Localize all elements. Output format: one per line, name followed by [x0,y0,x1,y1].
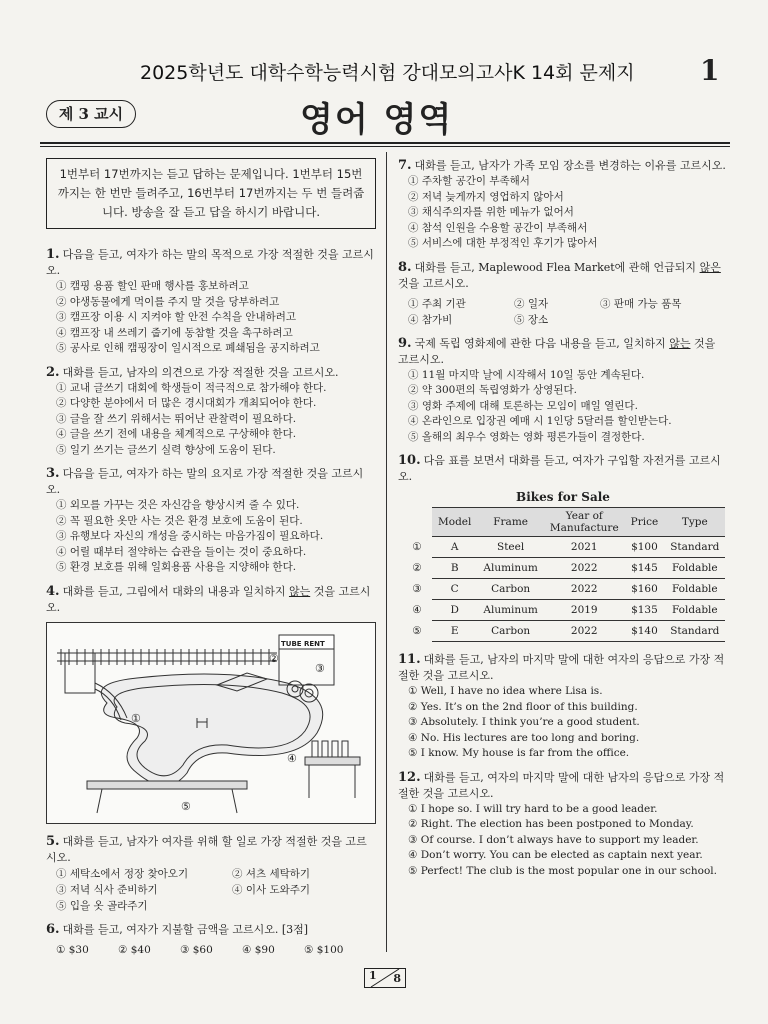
option: ① 11월 마지막 날에 시작해서 10일 동안 계속된다. [408,368,645,381]
option: ② Right. The election has been postponed to Monday. [408,818,694,830]
cell-frame: Aluminum [477,600,544,621]
table-row [402,579,725,600]
question-number: 6. [46,921,60,937]
option: ① Well, I have no idea where Lisa is. [408,685,603,697]
option: ④ 이사 도와주기 [232,883,311,896]
option: ④ 어릴 때부터 절약하는 습관을 들이는 것이 중요하다. [56,545,307,558]
pool-illustration [46,622,376,824]
header-rule [40,142,730,144]
option: ③ 캠프장 이용 시 지켜야 할 안전 수칙을 안내하려고 [56,311,297,323]
column-header: Model [432,508,477,537]
option: ① $30 [56,943,89,956]
table-row [402,558,725,579]
cell-year: 2022 [544,558,625,579]
mark-1: ① [131,711,141,725]
option: ③ 글을 잘 쓰기 위해서는 뛰어난 관찰력이 필요하다. [56,412,297,425]
option: ① 주차할 공간이 부족해서 [408,175,530,187]
question-number: 3. [46,466,60,481]
cell-model: D [432,600,477,621]
option: ③ 유행보다 자신의 개성을 중시하는 마음가짐이 필요하다. [56,530,324,542]
cell-idx: ③ [412,583,422,595]
option: ③ 채식주의자를 위한 메뉴가 없어서 [408,206,574,218]
option: ③ 영화 주제에 대해 토론하는 모임이 매일 열린다. [408,399,638,412]
right-column [398,158,728,887]
option: ④ No. His lectures are too long and boring. [408,731,640,744]
cell-price: $140 [625,621,665,642]
option: ④ 참가비 [408,313,453,326]
option: ② Yes. It’s on the 2nd floor of this building. [408,700,638,713]
question-9: 9. 국제 독립 영화제에 관한 다음 내용을 듣고, 일치하지 않는 것을 고르시오. ① 11월 마지막 날에 시작해서 10일 동안 계속된다. ② 약 300편의 독립영화가 상영된다. ③ 영화 주제에 대해 토론하는 모임이 매일 열린다. ④ 온라인으로 입장권 예매 시 1인당 5달러를 할인받는다. ⑤ 올해의 최우수 영화는 영화 평론가들이 결정한다. [398,336,728,446]
option: ④ 참석 인원을 수용할 공간이 부족해서 [408,221,588,234]
question-number: 11. [398,652,421,667]
cell-year: 2019 [544,600,625,621]
option: ① 세탁소에서 정장 찾아오기 [56,867,189,880]
option: ⑤ 환경 보호를 위해 일회용품 사용을 지양해야 한다. [56,561,297,573]
question-number: 12. [398,769,421,785]
option: ⑤ $100 [304,943,344,956]
cell-frame: Carbon [477,621,544,642]
question-stem: 대화를 듣고, 남자의 의견으로 가장 적절한 것을 고르시오. [62,365,339,379]
page-indicator [364,968,406,988]
option: ② $40 [118,943,151,956]
option: ① 외모를 가꾸는 것은 자신감을 향상시켜 줄 수 있다. [56,499,300,511]
option: ⑤ 입을 옷 골라주기 [56,899,148,912]
cell-type: Foldable [664,600,725,621]
page-number: 1 [700,54,720,87]
option: ② 약 300편의 독립영화가 상영된다. [408,384,577,396]
bikes-table [402,507,725,642]
option: ③ $60 [180,943,213,956]
option: ⑤ 일기 쓰기는 글쓰기 실력 향상에 도움이 된다. [56,443,276,456]
mark-5: ⑤ [181,799,191,813]
cell-frame: Carbon [477,579,544,600]
option: ④ Don’t worry. You can be elected as captain next year. [408,849,703,861]
cell-year: 2022 [544,579,625,600]
cell-type: Foldable [664,558,725,579]
question-8: 8. 대화를 듣고, Maplewood Flea Market에 관해 언급되지 않은 것을 고르시오. ① 주최 기관 ② 일자 ③ 판매 가능 품목 ④ 참가비 ⑤ 장소 [398,259,721,326]
option: ⑤ 올해의 최우수 영화는 영화 평론가들이 결정한다. [408,430,645,443]
option: ④ 글을 쓰기 전에 내용을 체계적으로 구상해야 한다. [56,428,297,440]
total-pages: 8 [393,972,401,985]
option: ④ 캠프장 내 쓰레기 줍기에 동참할 것을 촉구하려고 [56,326,293,339]
cell-model: C [432,579,477,600]
question-number: 7. [398,158,412,173]
cell-type: Foldable [664,579,725,600]
question-number: 9. [398,335,412,351]
question-number: 5. [46,833,60,849]
column-divider [386,152,387,952]
question-5: 5. 대화를 듣고, 남자가 여자를 위해 할 일로 가장 적절한 것을 고르시오. ① 세탁소에서 정장 찾아오기 ② 셔츠 세탁하기 ③ 저녁 식사 준비하기 ④ 이사 도와주기 ⑤ 입을 옷 골라주기 [46,833,367,912]
option: ① 교내 글쓰기 대회에 학생들이 적극적으로 참가해야 한다. [56,381,327,394]
option: ② 야생동물에게 먹이를 주지 말 것을 당부하려고 [56,295,280,308]
option: ④ $90 [242,943,275,956]
cell-idx: ⑤ [412,625,422,637]
mark-4: ④ [287,751,297,765]
header-rule-thin [40,146,730,147]
option: ⑤ 서비스에 대한 부정적인 후기가 많아서 [408,237,598,249]
question-stem: 다음을 듣고, 여자가 하는 말의 목적으로 가장 적절한 것을 고르시오. [46,248,374,277]
option: ② 저녁 늦게까지 영업하지 않아서 [408,190,564,203]
question-number: 4. [46,583,60,599]
question-1 [46,247,376,357]
question-7: 7. 대화를 듣고, 남자가 가족 모임 장소를 변경하는 이유를 고르시오. ① 주차할 공간이 부족해서 ② 저녁 늦게까지 영업하지 않아서 ③ 채식주의자를 위한 메뉴가 없어서 ④ 참석 인원을 수용할 공간이 부족해서 ⑤ 서비스에 대한 부정적인 후기가 많아서 [398,158,728,252]
table-row [402,537,725,558]
option: ④ 온라인으로 입장권 예매 시 1인당 5달러를 할인받는다. [408,415,672,427]
table-row [402,600,725,621]
column-header: Frame [477,508,544,537]
option: ③ Of course. I don’t always have to support my leader. [408,833,699,846]
cell-type: Standard [664,537,725,558]
exam-title: 2025학년도 대학수학능력시험 강대모의고사K 14회 문제지 [140,62,635,84]
cell-price: $100 [625,537,665,558]
mark-2: ② [269,651,279,665]
table-title: Bikes for Sale [516,490,610,504]
option: ① 주최 기관 [408,297,466,310]
pool-drawing [47,623,375,823]
question-4: 4. 대화를 듣고, 그림에서 대화의 내용과 일치하지 않는 것을 고르시오. TUBE RENT ① ② ③ ④ ⑤ [46,584,376,824]
left-column [46,158,376,966]
column-header: Type [664,508,725,537]
option: ⑤ Perfect! The club is the most popular one in our school. [408,864,717,877]
column-header: Year of Manufacture [544,508,625,537]
cell-idx: ① [412,541,422,553]
cell-model: A [432,537,477,558]
option: ⑤ 공사로 인해 캠핑장이 일시적으로 폐쇄됨을 공지하려고 [56,342,320,354]
option: ① 캠핑 용품 할인 판매 행사를 홍보하려고 [56,280,249,292]
page-header [0,52,768,92]
question-3 [46,466,376,576]
cell-price: $160 [625,579,665,600]
cell-model: B [432,558,477,579]
question-number: 2. [46,364,60,380]
cell-frame: Aluminum [477,558,544,579]
current-page: 1 [369,969,377,982]
question-11: 11. 대화를 듣고, 남자의 마지막 말에 대한 여자의 응답으로 가장 적절한 것을 고르시오. ① Well, I have no idea where Lisa is. ② Yes. It’s on the 2nd floor of this building. ③ Absolutely. I think you’re a good student. ④ No. His lectures are too long and boring. ⑤ I know. My house is far from the office. [398,652,728,762]
cell-idx: ② [412,562,422,574]
question-6: 6. 대화를 듣고, 여자가 지불할 금액을 고르시오. [3점] ① $30 ② $40 ③ $60 ④ $90 ⑤ $100 [46,921,344,956]
option: ② 셔츠 세탁하기 [232,867,311,880]
cell-price: $145 [625,558,665,579]
cell-idx: ④ [412,604,422,616]
question-12: 12. 대화를 듣고, 여자의 마지막 말에 대한 남자의 응답으로 가장 적절한 것을 고르시오. ① I hope so. I will try hard to be a good leader. ② Right. The election has been postponed to Monday. ③ Of course. I don’t always have to support my leader. ④ Don’t worry. You can be elected as captain next year. ⑤ Perfect! The club is the most popular one in our school. [398,770,728,880]
cell-frame: Steel [477,537,544,558]
tube-rent-sign: TUBE RENT [281,639,325,648]
question-number: 10. [398,453,421,468]
option: ③ Absolutely. I think you’re a good student. [408,716,640,728]
cell-type: Standard [664,621,725,642]
cell-year: 2022 [544,621,625,642]
subject-title: 영어 영역 [300,100,454,140]
question-10: 10. 다음 표를 보면서 대화를 듣고, 여자가 구입할 자전거를 고르시오. Bikes for Sale Model Frame Year of Manufacture Price Type ① A Steel 2021 $100 Standard ② B Aluminum 2022 $145 Foldable ③ C Carbon 2022 $160 Foldable ④ D Aluminum 2019 $135 Foldable ⑤ E Carbon 2022 $140 Standard [398,453,728,642]
cell-model: E [432,621,477,642]
mark-3: ③ [315,661,325,675]
option: ⑤ 장소 [514,313,549,326]
cell-year: 2021 [544,537,625,558]
period-badge: 제 3 교시 [46,100,136,128]
question-number: 8. [398,259,412,275]
option: ② 일자 [514,297,549,310]
option: ③ 저녁 식사 준비하기 [56,883,158,896]
option: ② 다양한 분야에서 더 많은 경시대회가 개최되어야 한다. [56,397,317,409]
question-number: 1. [46,247,60,262]
question-2 [46,365,376,459]
option: ① I hope so. I will try hard to be a good leader. [408,802,658,815]
option: ⑤ I know. My house is far from the office. [408,747,630,759]
cell-price: $135 [625,600,665,621]
table-row [402,621,725,642]
listening-notice: 1번부터 17번까지는 듣고 답하는 문제입니다. 1번부터 15번까지는 한 번만 들려주고, 16번부터 17번까지는 두 번 들려줍니다. 방송을 잘 듣고 답을 하시기 바랍니다. [46,158,376,229]
question-stem: 다음을 듣고, 여자가 하는 말의 요지로 가장 적절한 것을 고르시오. [46,467,364,496]
option: ③ 판매 가능 품목 [600,297,682,310]
column-header: Price [625,508,665,537]
option: ② 꼭 필요한 옷만 사는 것은 환경 보호에 도움이 된다. [56,514,303,527]
